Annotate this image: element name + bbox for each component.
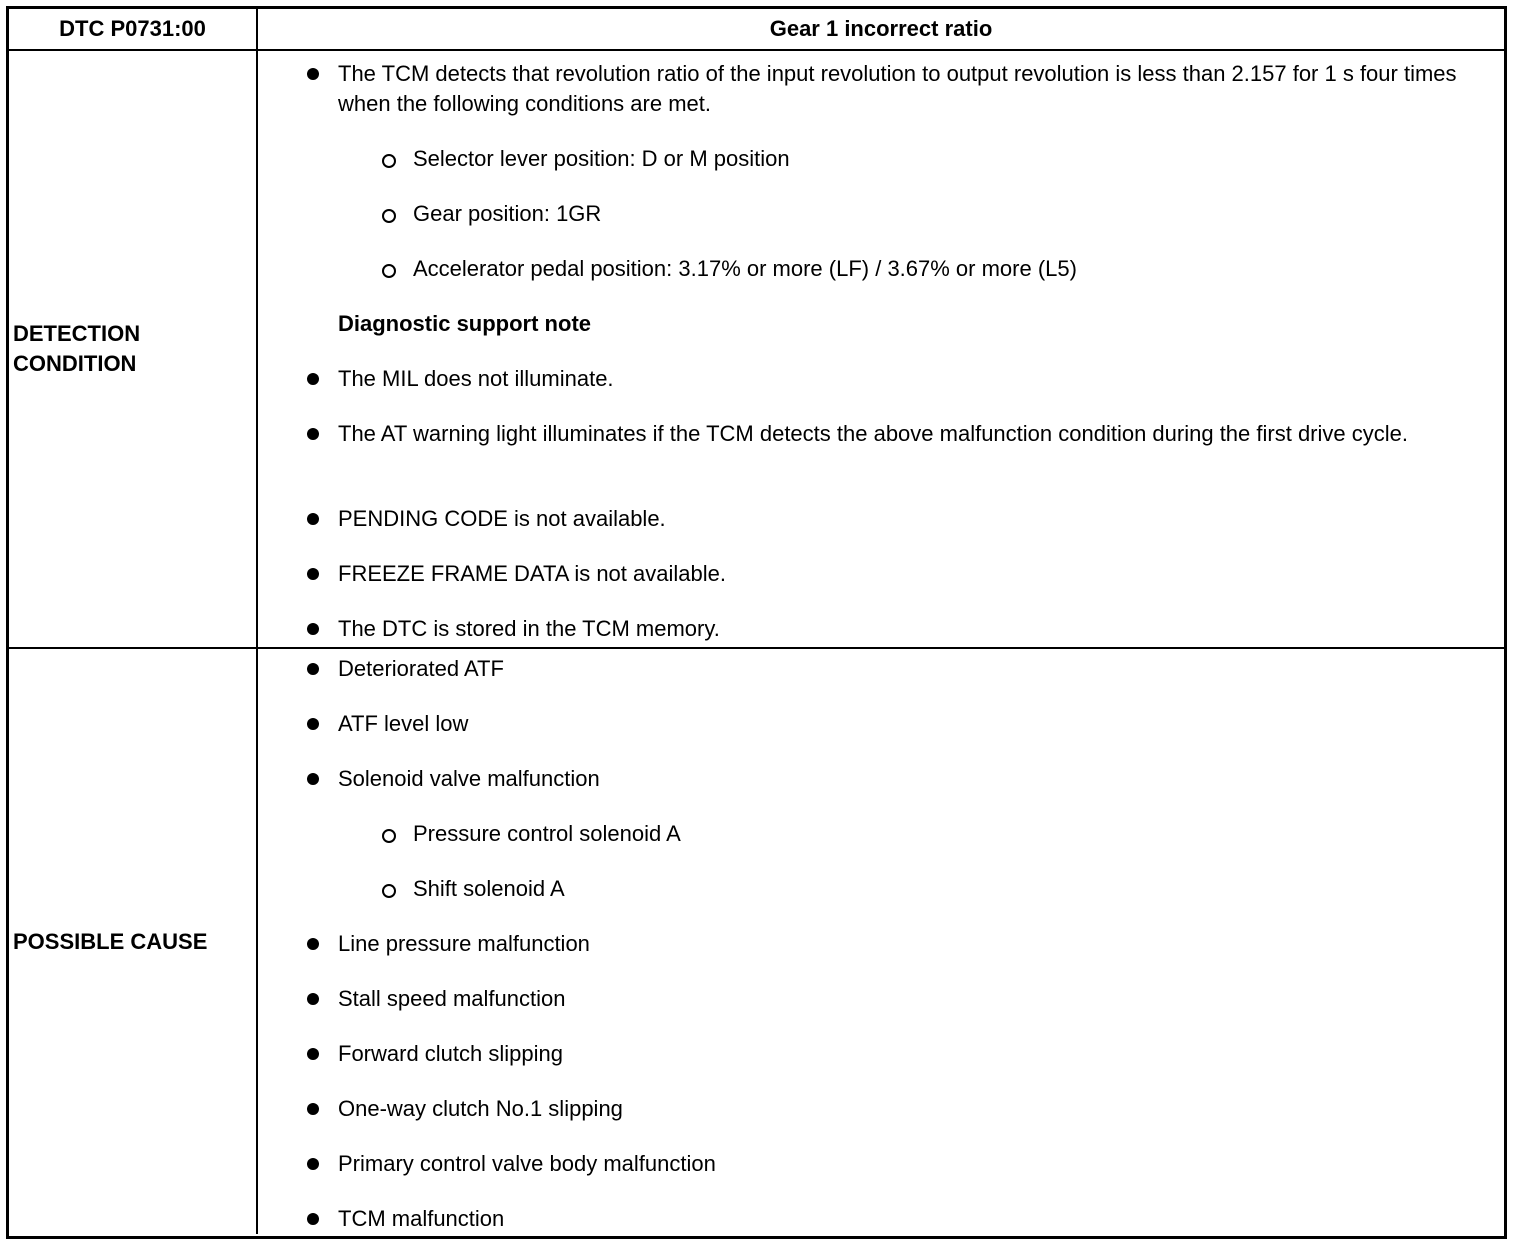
circle-bullet-icon [382,154,396,168]
circle-bullet-icon [382,884,396,898]
dtc-table [6,6,1507,1239]
list-item [338,419,1478,449]
list-item [338,654,1478,684]
list-item-text: Line pressure malfunction [338,931,590,956]
bullet-icon [307,1158,319,1170]
bullet-icon [307,1213,319,1225]
bullet-icon [307,773,319,785]
circle-bullet-icon [382,209,396,223]
bullet-icon [307,373,319,385]
detection-condition-label-text: DETECTION CONDITION [13,321,141,376]
list-item-text: Solenoid valve malfunction [338,766,600,791]
dtc-code: DTC P0731:00 [9,9,258,49]
list-item-text: Stall speed malfunction [338,986,566,1011]
list-item-text: TCM malfunction [338,1206,505,1231]
bullet-icon [307,718,319,730]
list-item [338,929,1478,959]
bullet-icon [307,513,319,525]
bullet-icon [307,623,319,635]
detection-condition-content [258,51,1504,647]
list-item-text: Pressure control solenoid A [413,821,681,846]
list-item-sub [413,254,1478,284]
list-item [338,1204,1478,1234]
list-item-text: Shift solenoid A [413,876,565,901]
list-item [338,764,1478,794]
detection-condition-label [9,51,258,647]
list-item-text: ATF level low [338,711,469,736]
list-item [338,1039,1478,1069]
bullet-icon [307,568,319,580]
list-item [338,1149,1478,1179]
detection-condition-row [9,51,1504,649]
table-header-row [9,9,1504,51]
bullet-icon [307,663,319,675]
possible-cause-row [9,649,1504,1234]
list-item [338,59,1478,119]
circle-bullet-icon [382,264,396,278]
list-item-text: Accelerator pedal position: 3.17% or more (LF) / 3.67% or more (L5) [413,256,1077,281]
list-item-text: Primary control valve body malfunction [338,1151,716,1176]
list-item-text: FREEZE FRAME DATA is not available. [338,561,726,586]
list-item-sub [413,144,1478,174]
list-item-text: The DTC is stored in the TCM memory. [338,616,720,641]
bullet-icon [307,428,319,440]
list-item-text: Gear position: 1GR [413,201,602,226]
list-item [338,559,1478,589]
list-item-text: The MIL does not illuminate. [338,366,614,391]
list-item [338,614,1478,644]
list-item-text: PENDING CODE is not available. [338,506,666,531]
bullet-icon [307,1103,319,1115]
list-item [338,504,1478,534]
bullet-icon [307,1048,319,1060]
list-item-text: Deteriorated ATF [338,656,504,681]
circle-bullet-icon [382,829,396,843]
list-item [338,984,1478,1014]
diagnostic-support-note-heading: Diagnostic support note [338,311,591,336]
bullet-icon [307,938,319,950]
list-item-sub [413,819,1478,849]
bullet-icon [307,68,319,80]
list-item [338,1094,1478,1124]
dtc-title: Gear 1 incorrect ratio [769,16,993,41]
list-item-text: The TCM detects that revolution ratio of the input revolution to output revolution is less than 2.157 for 1 s four times when the following conditions are met. [338,61,1457,116]
bullet-icon [307,993,319,1005]
list-item-text: Forward clutch slipping [338,1041,563,1066]
possible-cause-label: POSSIBLE CAUSE [9,649,258,1234]
list-item-sub [413,874,1478,904]
list-item-sub [413,199,1478,229]
list-item-text: One-way clutch No.1 slipping [338,1096,623,1121]
list-item [338,709,1478,739]
list-item [338,364,1478,394]
list-item-text: Selector lever position: D or M position [413,146,790,171]
possible-cause-content [258,649,1504,1234]
list-item-text: The AT warning light illuminates if the TCM detects the above malfunction condition during the first drive cycle. [338,421,1408,446]
